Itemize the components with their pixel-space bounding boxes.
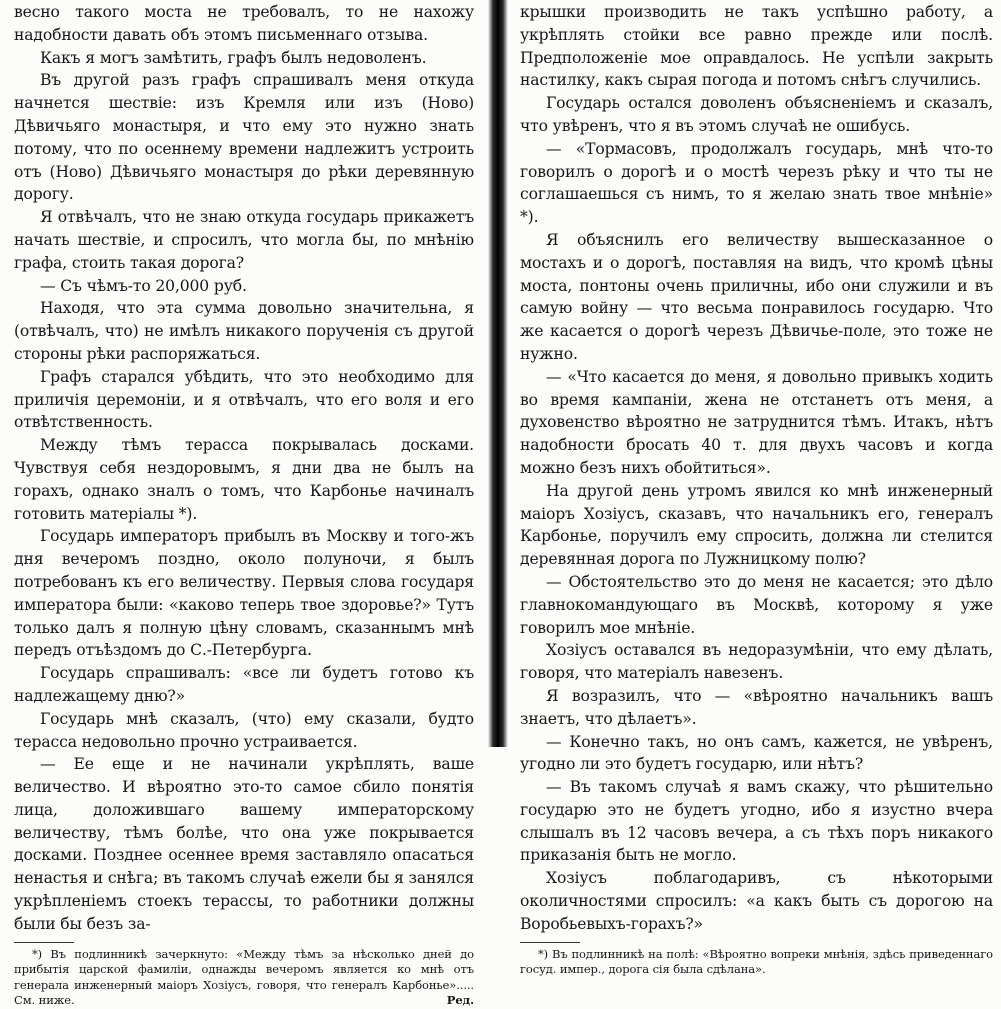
paragraph: Какъ я могъ замѣтить, графъ былъ недоволенъ.	[40, 48, 427, 67]
paragraph: Хозіусъ поблагодаривъ, съ нѣкоторыми околичностями спросилъ: «а какъ быть съ дорогою на Воробьевыхъ-горахъ?»	[520, 869, 993, 933]
left-page-text	[14, 1, 474, 936]
paragraph: Графъ старался убѣдить, что это необходимо для приличія церемоніи, и я отвѣчалъ, что его воля и его отвѣтственность.	[14, 367, 474, 432]
paragraph: Я отвѣчалъ, что не знаю откуда государь прикажетъ начать шествіе, и спросилъ, что могла бы, по мнѣнію графа, стоить такая дорога?	[14, 208, 474, 272]
footnote-signature: Ред.	[446, 993, 474, 1008]
paragraph: Находя, что эта сумма довольно значительна, я (отвѣчалъ, что) не имѣлъ никакого порученія съ другой стороны рѣки распоряжаться.	[14, 299, 474, 363]
paragraph: Я возразилъ, что — «вѣроятно начальникъ вашъ знаетъ, что дѣлаетъ».	[520, 686, 993, 728]
paragraph: крышки производить не такъ успѣшно работу, а укрѣплять стойки все равно прежде или послѣ. Предположеніе мое оправдалось. Не успѣли закрыть настилку, какъ сырая погода и потомъ снѣгъ случились.	[520, 3, 993, 90]
left-page	[0, 0, 488, 1008]
footnote: *) Въ подлинникѣ на полѣ: «Вѣроятно вопреки мнѣнія, здѣсь приведеннаго госуд. импер., дорога сія была сдѣлана».	[520, 946, 993, 977]
paragraph: Я объяснилъ его величеству вышесказанное о мостахъ и о дорогѣ, поставляя на видъ, что кромѣ цѣны моста, понтоны очень приличны, ибо они служили и въ самую войну — что весьма понравилось государю. Что же касается о дорогѣ черезъ Дѣвичье-поле, это тоже не нужно.	[520, 230, 993, 363]
paragraph: — Съ чѣмъ-то 20,000 руб.	[40, 276, 247, 295]
footnote-text: *) Въ подлинникѣ зачеркнуто: «Между тѣмъ за нѣсколько дней до прибытія царской фамиліи, однажды вечеромъ является ко мнѣ отъ генерала инженерный маіоръ Хозіусъ, говоря, что генералъ Карбонье»..... См. ниже.	[14, 946, 474, 1008]
paragraph: Хозіусъ оставался въ недоразумѣніи, что ему дѣлать, говоря, что матеріалъ навезенъ.	[520, 641, 993, 683]
footnote-rule	[14, 942, 74, 943]
paragraph: — «Тормасовъ, продолжалъ государь, мнѣ что-то говорилъ о дорогѣ и о мостѣ черезъ рѣку и что ты не соглашаешься съ нимъ, то я желаю знать твое мнѣніе» *).	[520, 139, 993, 227]
paragraph: Государь мнѣ сказалъ, (что) ему сказали, будто терасса недовольно прочно устраивается.	[14, 709, 474, 751]
paragraph: — Ее еще и не начинали укрѣплять, ваше величество. И вѣроятно это-то самое сбило понятія лица, доложившаго вашему императорскому величеству, тѣмъ болѣе, что она уже покрывается досками. Позднее осеннее время заставляло опасаться ненастья и снѣга; въ такомъ случаѣ ежели бы я занялся укрѣпленіемъ стоекъ терассы, то работники должны были бы безъ за-	[14, 755, 474, 933]
paragraph: весно такого моста не требовалъ, то не нахожу надобности давать объ этомъ письменнаго отзыва.	[14, 3, 474, 44]
right-page-text	[520, 1, 993, 936]
paragraph: — Въ такомъ случаѣ я вамъ скажу, что рѣшительно государю это не будетъ угодно, ибо я изустно вчера слышалъ въ 12 часовъ вечера, а съ тѣхъ поръ никакого приказанія быть не могло.	[520, 778, 993, 865]
footnote-rule	[520, 942, 580, 943]
paragraph: Государь спрашивалъ: «все ли будетъ готово къ надлежащему дню?»	[14, 664, 474, 705]
page-gutter	[488, 0, 508, 747]
paragraph: — Конечно такъ, но онъ самъ, кажется, не увѣренъ, угодно ли это будетъ государю, или нѣтъ?	[520, 732, 993, 774]
paragraph: Государь императоръ прибылъ въ Москву и того-жъ дня вечеромъ поздно, около полуночи, я былъ потребованъ къ его величеству. Первыя слова государя императора были: «каково теперь твое здоровье?» Тутъ только далъ я полную цѣну словамъ, сказаннымъ мнѣ передъ отъѣздомъ до С.-Петербурга.	[14, 527, 474, 660]
paragraph: Въ другой разъ графъ спрашивалъ меня откуда начнется шествіе: изъ Кремля или изъ (Ново) Дѣвичьяго монастыря, и что ему это нужно знать потому, что по осеннему времени надлежитъ устроить отъ (Ново) Дѣвичьяго монастыря до рѣки деревянную дорогу.	[14, 71, 474, 204]
right-page	[508, 0, 1001, 977]
paragraph: Государь остался доволенъ объясненіемъ и сказалъ, что увѣренъ, что я въ этомъ случаѣ не ошибусь.	[520, 94, 993, 135]
paragraph: Между тѣмъ терасса покрывалась досками. Чувствуя себя нездоровымъ, я дни два не былъ на горахъ, однако зналъ о томъ, что Карбонье начиналъ готовить матеріалы *).	[14, 436, 474, 523]
paragraph: На другой день утромъ явился ко мнѣ инженерный маіоръ Хозіусъ, сказавъ, что начальникъ его, генералъ Карбонье, поручилъ ему спросить, должна ли стелится деревянная дорога по Лужницкому полю?	[520, 481, 993, 569]
paragraph: — Обстоятельство это до меня не касается; это дѣло главнокомандующаго въ Москвѣ, которому я уже говорилъ мое мнѣніе.	[520, 572, 993, 637]
paragraph: — «Что касается до меня, я довольно привыкъ ходить во время кампаніи, жена не отстанетъ отъ меня, а духовенство вѣроятно не затруднится тѣмъ. Итакъ, нѣтъ надобности бросать 40 т. для двухъ часовъ и когда можно безъ нихъ обойтиться».	[520, 367, 993, 477]
footnote	[14, 947, 474, 1009]
